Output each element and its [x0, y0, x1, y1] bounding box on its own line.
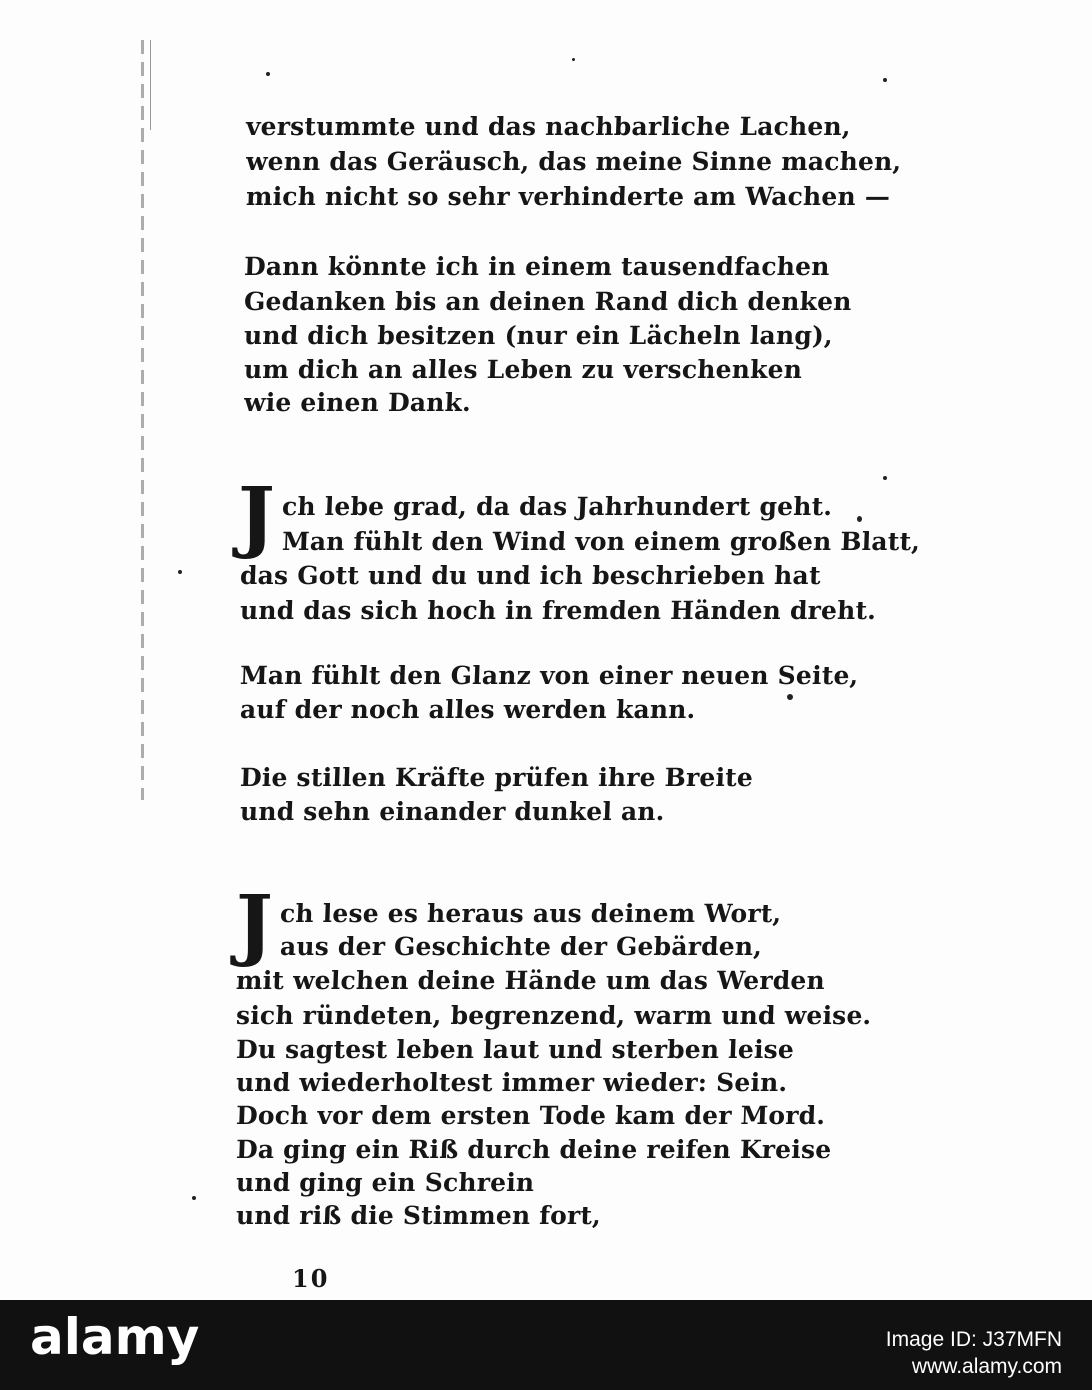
- poem-line: Doch vor dem ersten Tode kam der Mord.: [235, 1101, 826, 1130]
- poem-line: ch lese es heraus aus deinem Wort,: [279, 899, 783, 928]
- poem-line: mit welchen deine Hände um das Werden: [235, 966, 826, 995]
- poem-line: und das sich hoch in fremden Händen dreht.: [239, 596, 877, 625]
- ink-speck: [192, 1196, 196, 1200]
- ink-speck: [857, 516, 862, 522]
- image-id-label: Image ID: J37MFN: [885, 1328, 1062, 1351]
- page-number: 10: [292, 1264, 330, 1293]
- binding-gutter-line: [141, 40, 144, 800]
- poem-line: auf der noch alles werden kann.: [239, 695, 697, 724]
- poem-line: Gedanken bis an deinen Rand dich denken: [243, 287, 853, 316]
- poem-line: ch lebe grad, da das Jahrhundert geht.: [281, 492, 833, 521]
- ink-speck: [883, 78, 887, 82]
- binding-edge-line: [150, 40, 151, 130]
- poem-line: Da ging ein Riß durch deine reifen Kreise: [235, 1135, 832, 1164]
- drop-initial: J: [236, 879, 273, 970]
- ink-speck: [787, 694, 793, 700]
- poem-line: und dich besitzen (nur ein Lächeln lang),: [243, 321, 834, 350]
- poem-line: um dich an alles Leben zu verschenken: [243, 355, 803, 384]
- poem-line: Dann könnte ich in einem tausendfachen: [243, 252, 831, 281]
- drop-initial: J: [238, 471, 275, 562]
- poem-line: Du sagtest leben laut und sterben leise: [235, 1035, 795, 1064]
- poem-line: sich ründeten, begrenzend, warm und weise.: [235, 1001, 873, 1030]
- poem-line: aus der Geschichte der Gebärden,: [279, 932, 763, 961]
- poem-line: das Gott und du und ich beschrieben hat: [239, 561, 822, 590]
- alamy-logo: alamy: [30, 1308, 200, 1366]
- poem-line: verstummte und das nachbarliche Lachen,: [245, 112, 852, 141]
- poem-line: und riß die Stimmen fort,: [235, 1201, 602, 1230]
- ink-speck: [178, 570, 182, 574]
- poem-line: wie einen Dank.: [243, 388, 472, 417]
- ink-speck: [266, 72, 270, 76]
- poem-line: und sehn einander dunkel an.: [239, 797, 666, 826]
- site-url: www.alamy.com: [911, 1355, 1062, 1378]
- image-info: [886, 1326, 1062, 1380]
- poem-line: Man fühlt den Glanz von einer neuen Seite,: [239, 661, 860, 690]
- poem-line: und ging ein Schrein: [235, 1168, 535, 1197]
- ink-speck: [572, 58, 575, 61]
- ink-speck: [883, 476, 887, 480]
- poem-line: mich nicht so sehr verhinderte am Wachen —: [245, 182, 891, 211]
- poem-line: Man fühlt den Wind von einem großen Blatt,: [281, 527, 921, 556]
- poem-line: und wiederholtest immer wieder: Sein.: [235, 1068, 788, 1097]
- poem-line: wenn das Geräusch, das meine Sinne machen,: [245, 147, 902, 176]
- poem-line: Die stillen Kräfte prüfen ihre Breite: [239, 763, 754, 792]
